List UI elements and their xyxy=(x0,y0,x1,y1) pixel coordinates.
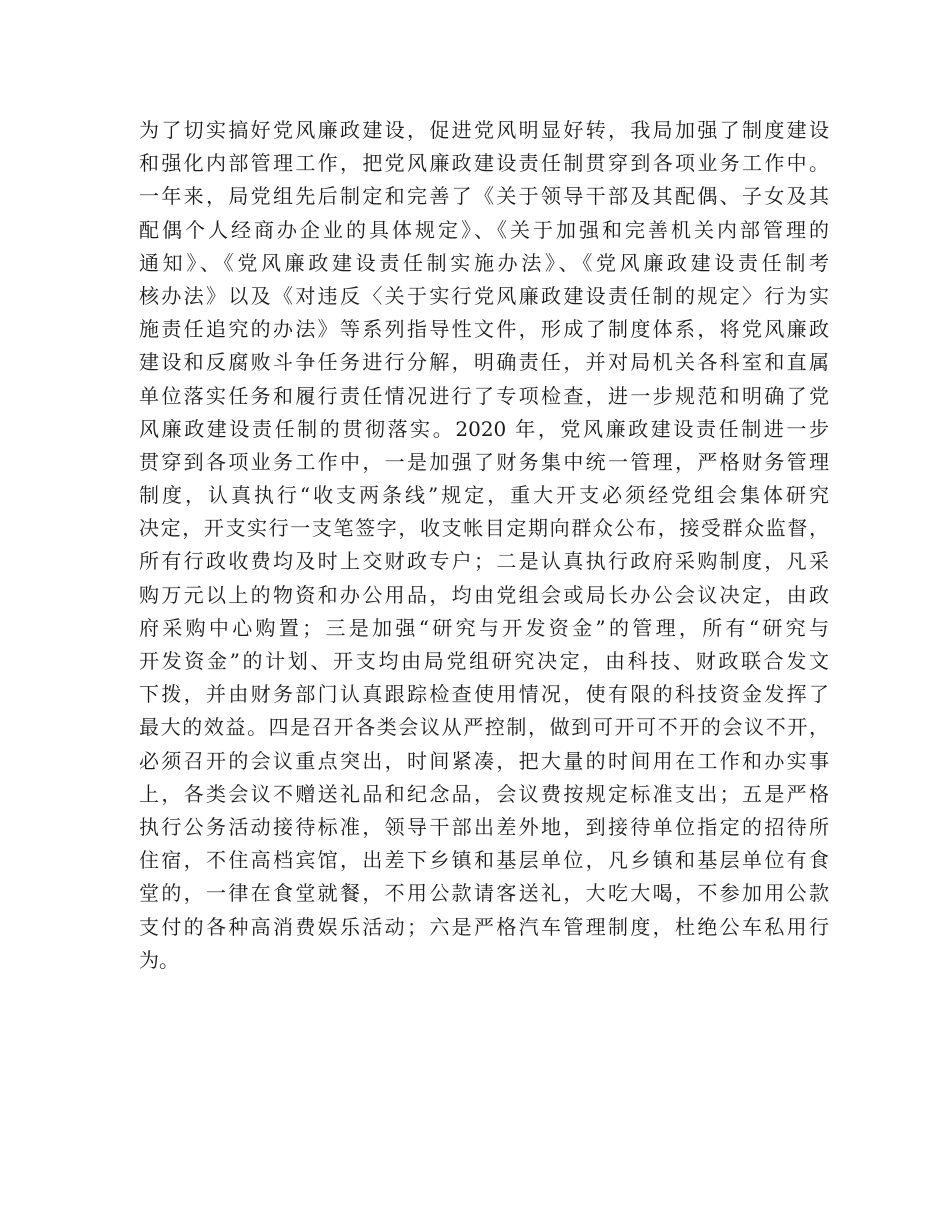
paragraph-line: 购万元以上的物资和办公用品，均由党组会或局长办公会议决定，由政 xyxy=(139,582,829,607)
paragraph-line: 风廉政建设责任制的贯彻落实。2020 年，党风廉政建设责任制进一步 xyxy=(139,416,829,441)
paragraph-line: 和强化内部管理工作，把党风廉政建设责任制贯穿到各项业务工作中。 xyxy=(139,151,829,176)
paragraph-line-final: 为。 xyxy=(139,947,179,972)
paragraph-line: 贯穿到各项业务工作中，一是加强了财务集中统一管理，严格财务管理 xyxy=(139,449,829,474)
paragraph-line: 最大的效益。四是召开各类会议从严控制，做到可开可不开的会议不开， xyxy=(139,715,829,740)
paragraph-line: 一年来，局党组先后制定和完善了《关于领导干部及其配偶、子女及其 xyxy=(139,184,829,209)
paragraph-line: 所有行政收费均及时上交财政专户；二是认真执行政府采购制度，凡采 xyxy=(139,549,829,574)
paragraph-line: 下拨，并由财务部门认真跟踪检查使用情况，使有限的科技资金发挥了 xyxy=(139,682,829,707)
paragraph-line: 核办法》以及《对违反〈关于实行党风廉政建设责任制的规定〉行为实 xyxy=(139,283,829,308)
paragraph-line: 府采购中心购置；三是加强“研究与开发资金”的管理，所有“研究与 xyxy=(139,615,829,640)
paragraph-line: 上，各类会议不赠送礼品和纪念品，会议费按规定标准支出；五是严格 xyxy=(139,781,829,806)
paragraph-line: 支付的各种高消费娱乐活动；六是严格汽车管理制度，杜绝公车私用行 xyxy=(139,914,829,939)
paragraph-line: 制度，认真执行“收支两条线”规定，重大开支必须经党组会集体研究 xyxy=(139,483,829,508)
paragraph-line: 决定，开支实行一支笔签字，收支帐目定期向群众公布，接受群众监督， xyxy=(139,516,829,541)
paragraph-line: 通知》、《党风廉政建设责任制实施办法》、《党风廉政建设责任制考 xyxy=(139,250,829,275)
paragraph-line: 执行公务活动接待标准，领导干部出差外地，到接待单位指定的招待所 xyxy=(139,814,829,839)
paragraph-line: 住宿，不住高档宾馆，出差下乡镇和基层单位，凡乡镇和基层单位有食 xyxy=(139,848,829,873)
paragraph-line: 必须召开的会议重点突出，时间紧凑，把大量的时间用在工作和办实事 xyxy=(139,748,829,773)
body-paragraph xyxy=(139,114,829,977)
paragraph-line: 堂的，一律在食堂就餐，不用公款请客送礼，大吃大喝，不参加用公款 xyxy=(139,881,829,906)
paragraph-line: 单位落实任务和履行责任情况进行了专项检查，进一步规范和明确了党 xyxy=(139,383,829,408)
paragraph-line: 建设和反腐败斗争任务进行分解，明确责任，并对局机关各科室和直属 xyxy=(139,350,829,375)
paragraph-line: 为了切实搞好党风廉政建设，促进党风明显好转，我局加强了制度建设 xyxy=(139,118,829,142)
paragraph-line: 开发资金”的计划、开支均由局党组研究决定，由科技、财政联合发文 xyxy=(139,649,829,673)
paragraph-line: 施责任追究的办法》等系列指导性文件，形成了制度体系，将党风廉政 xyxy=(139,317,829,342)
paragraph-line: 配偶个人经商办企业的具体规定》、《关于加强和完善机关内部管理的 xyxy=(139,217,829,242)
